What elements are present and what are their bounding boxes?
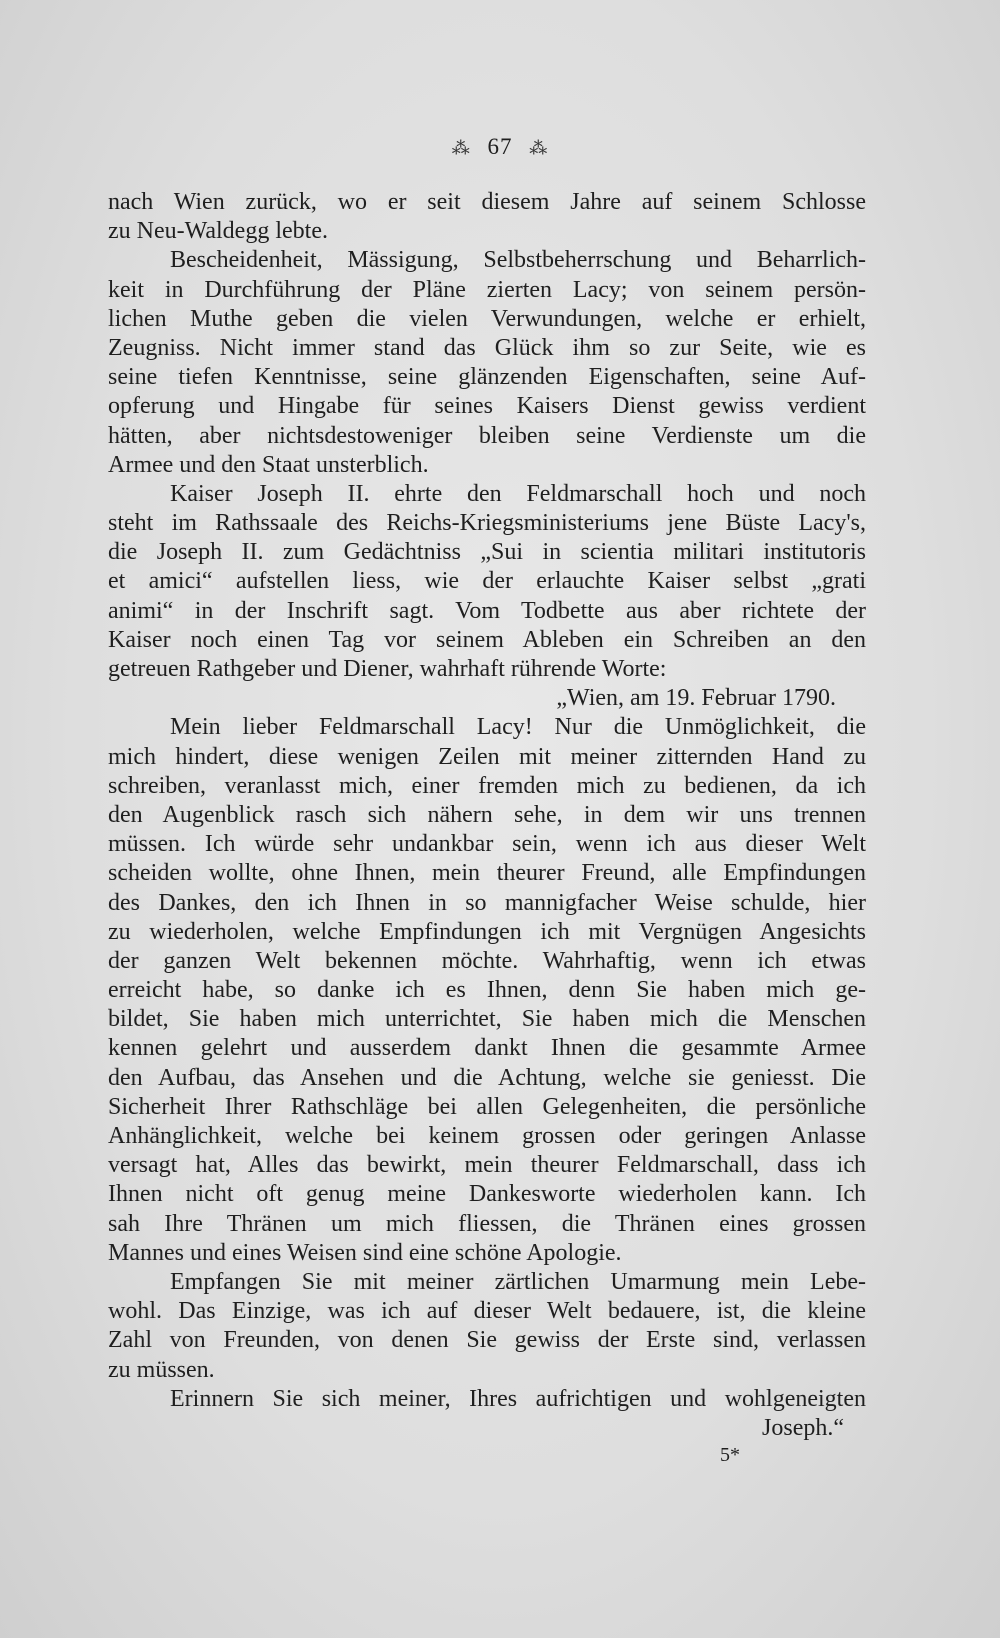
page-header [0, 134, 1000, 160]
text-line: getreuen Rathgeber und Diener, wahrhaft rührende Worte: [108, 656, 667, 682]
text-line: Bescheidenheit, Mässigung, Selbstbeherrschung und Beharrlich- [170, 247, 866, 274]
text-line: schreiben, veranlasst mich, einer fremden mich zu bedienen, da ich [108, 772, 866, 799]
text-line: Kaiser Joseph II. ehrte den Feldmarschall hoch und noch [170, 480, 866, 507]
letter-signature: Joseph.“ [762, 1414, 844, 1441]
text-line: kennen gelehrt und ausserdem dankt Ihnen die gesammte Armee [108, 1035, 866, 1062]
body-text [108, 188, 866, 1443]
text-line: et amici“ aufstellen liess, wie der erlauchte Kaiser selbst „grati [108, 568, 866, 595]
text-line: Zeugniss. Nicht immer stand das Glück ihm so zur Seite, wie es [108, 334, 866, 361]
text-line: zu wiederholen, welche Empfindungen ich mit Vergnügen Angesichts [108, 918, 866, 945]
text-line: opferung und Hingabe für seines Kaisers Dienst gewiss verdient [108, 393, 866, 420]
text-line: Zahl von Freunden, von denen Sie gewiss der Erste sind, verlassen [108, 1327, 866, 1354]
text-line: erreicht habe, so danke ich es Ihnen, denn Sie haben mich ge- [108, 977, 866, 1004]
text-line: seine tiefen Kenntnisse, seine glänzenden Eigenschaften, seine Auf- [108, 364, 866, 391]
text-line: lichen Muthe geben die vielen Verwundungen, welche er erhielt, [108, 305, 866, 332]
text-line: den Aufbau, das Ansehen und die Achtung, welche sie geniesst. Die [108, 1064, 866, 1091]
text-line: sah Ihre Thränen um mich fliessen, die Thränen eines grossen [108, 1210, 866, 1237]
text-line: steht im Rathssaale des Reichs-Kriegsministeriums jene Büste Lacy's, [108, 510, 866, 537]
text-line: zu Neu-Waldegg lebte. [108, 218, 328, 245]
text-line: versagt hat, Alles das bewirkt, mein theurer Feldmarschall, dass ich [108, 1152, 866, 1179]
text-line: wohl. Das Einzige, was ich auf dieser Welt bedauere, ist, die kleine [108, 1298, 866, 1325]
text-line: keit in Durchführung der Pläne zierten Lacy; von seinem persön- [108, 276, 866, 303]
text-line: animi“ in der Inschrift sagt. Vom Todbette aus aber richtete der [108, 597, 866, 624]
text-line: nach Wien zurück, wo er seit diesem Jahre auf seinem Schlosse [108, 189, 866, 215]
text-line: Empfangen Sie mit meiner zärtlichen Umarmung mein Lebe- [170, 1268, 866, 1295]
text-line: Mannes und eines Weisen sind eine schöne Apologie. [108, 1239, 622, 1266]
ornament-left-icon: ⁂ [451, 138, 471, 158]
ornament-right-icon: ⁂ [529, 138, 549, 158]
text-line: Anhänglichkeit, welche bei keinem grossen oder geringen Anlasse [108, 1123, 866, 1149]
text-line: scheiden wollte, ohne Ihnen, mein theurer Freund, alle Empfindungen [108, 860, 866, 887]
text-line: mich hindert, diese wenigen Zeilen mit meiner zitternden Hand zu [108, 743, 866, 770]
text-line: die Joseph II. zum Gedächtniss „Sui in scientia militari institutoris [108, 539, 866, 566]
letter-date: „Wien, am 19. Februar 1790. [556, 685, 836, 712]
printer-signature-mark: 5* [720, 1444, 740, 1466]
text-line: den Augenblick rasch sich nähern sehe, in dem wir uns trennen [108, 801, 866, 828]
text-line: Erinnern Sie sich meiner, Ihres aufrichtigen und wohlgeneigten [170, 1385, 866, 1412]
text-line: bildet, Sie haben mich unterrichtet, Sie haben mich die Menschen [108, 1006, 866, 1033]
text-line: Ihnen nicht oft genug meine Dankesworte wiederholen kann. Ich [108, 1181, 866, 1208]
page-number: 67 [487, 134, 513, 159]
text-line: müssen. Ich würde sehr undankbar sein, wenn ich aus dieser Welt [108, 831, 866, 858]
text-line: des Dankes, den ich Ihnen in so mannigfacher Weise schulde, hier [108, 889, 866, 916]
text-line: der ganzen Welt bekennen möchte. Wahrhaftig, wenn ich etwas [108, 947, 866, 974]
text-line: Sicherheit Ihrer Rathschläge bei allen Gelegenheiten, die persönliche [108, 1093, 866, 1120]
text-line: hätten, aber nichtsdestoweniger bleiben seine Verdienste um die [108, 422, 866, 449]
text-line: Kaiser noch einen Tag vor seinem Ableben ein Schreiben an den [108, 626, 866, 653]
text-line: Armee und den Staat unsterblich. [108, 451, 429, 478]
text-line: zu müssen. [108, 1356, 215, 1383]
text-line: Mein lieber Feldmarschall Lacy! Nur die Unmöglichkeit, die [170, 714, 866, 741]
